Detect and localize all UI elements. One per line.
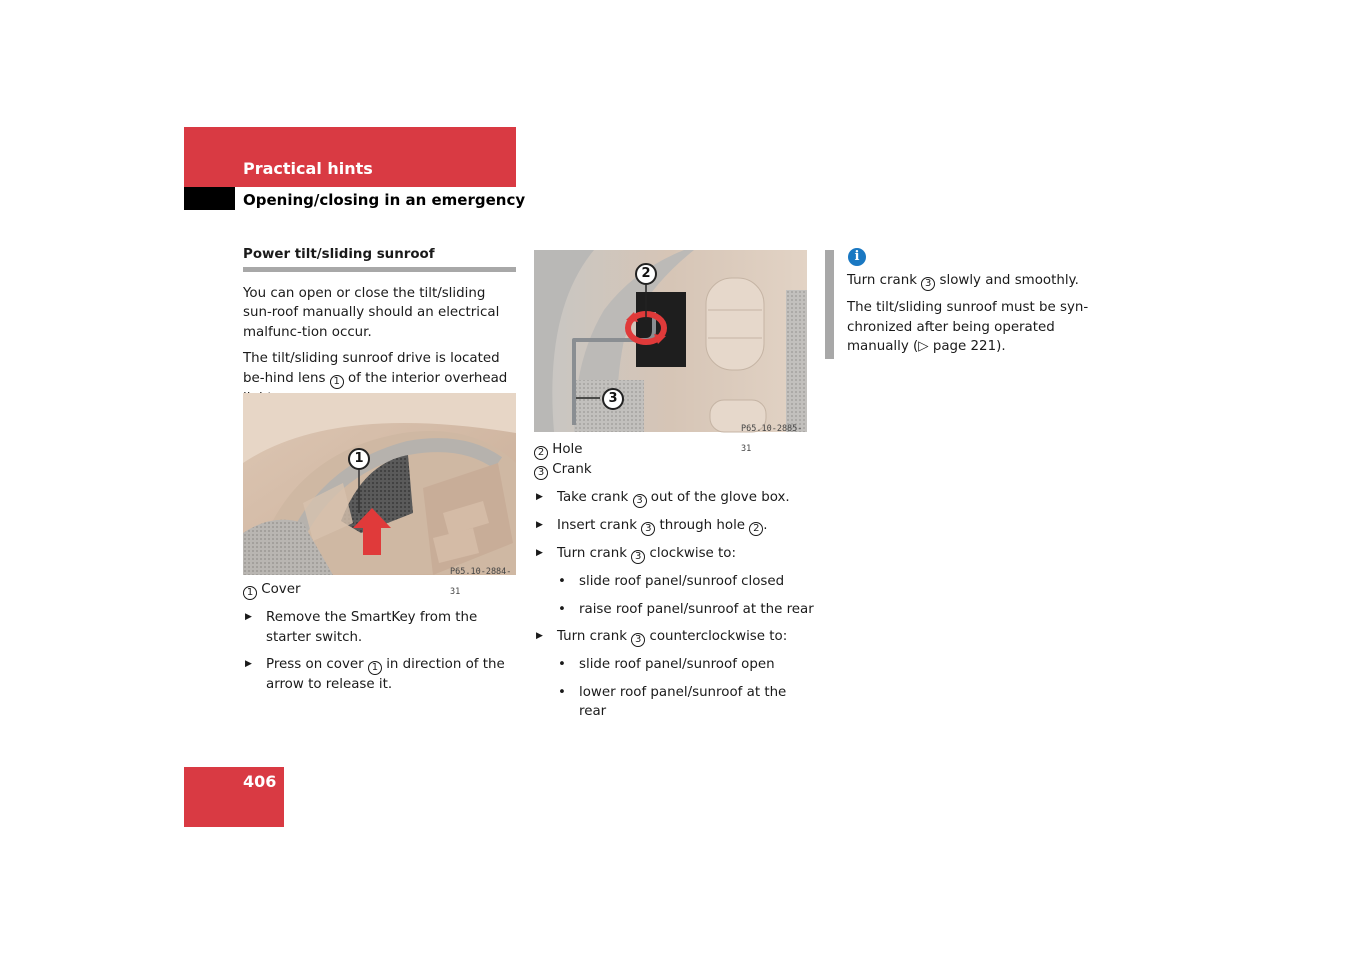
info-line-1: Turn crank 3 slowly and smoothly.	[847, 273, 1079, 289]
callout-2: 2	[635, 263, 657, 285]
step-insert-crank: ▶ Insert crank 3 through hole 2 .	[534, 516, 819, 536]
info-note	[847, 271, 1092, 357]
legend-hole: 2 Hole	[534, 440, 819, 460]
bullet-item: • lower roof panel/sunroof at the rear	[534, 683, 789, 722]
callout-3: 3	[602, 388, 624, 410]
caption-number: 1	[243, 586, 257, 600]
location-paragraph: The tilt/sliding sunroof drive is located be-hind lens 1 of the interior overhead	[243, 351, 508, 387]
legend-crank: 3 Crank	[534, 460, 819, 480]
figure-caption: 1 Cover	[243, 580, 518, 600]
callout-1: 1	[348, 448, 370, 470]
step-press-cover: ▶ Press on cover 1 in direction of the arrow to release it.	[243, 655, 518, 695]
bullet-item: • raise roof panel/sunroof at the rear	[534, 600, 819, 620]
section-title: Practical hints	[243, 159, 373, 178]
intro-paragraph: You can open or close the tilt/sliding sun-roof manually should an electrical malfunc-tion occur.	[243, 285, 500, 340]
step-turn-clockwise: ▶ Turn crank 3 clockwise to:	[534, 544, 819, 564]
info-icon: i	[848, 248, 866, 266]
page-number: 406	[243, 772, 277, 791]
figure-code: P65.10-2885-31	[741, 424, 803, 454]
figure-code: P65.10-2884-31	[450, 567, 512, 597]
info-sidebar-rule	[825, 250, 834, 359]
info-line-2: The tilt/sliding sunroof must be syn-chronized after being operated manually (▷ page 221).	[847, 300, 1089, 354]
column-2	[534, 440, 819, 722]
subsection-title: Opening/closing in an emergency	[243, 191, 526, 209]
callout-ref: 1	[368, 661, 382, 675]
column-1	[243, 245, 518, 408]
header-marker	[184, 187, 235, 210]
bullet-item: • slide roof panel/sunroof closed	[534, 572, 819, 592]
step-turn-counterclockwise: ▶ Turn crank 3 counterclockwise to:	[534, 627, 819, 647]
crank-illustration	[534, 250, 807, 432]
bullet-item: • slide roof panel/sunroof open	[534, 655, 819, 675]
step-remove-key: ▶ Remove the SmartKey from the starter switch.	[243, 608, 518, 647]
topic-heading: Power tilt/sliding sunroof	[243, 245, 516, 272]
callout-ref: 1	[330, 375, 344, 389]
step-take-crank: ▶ Take crank 3 out of the glove box.	[534, 488, 819, 508]
overhead-light-illustration	[243, 393, 516, 575]
column-1-lower	[243, 580, 518, 695]
